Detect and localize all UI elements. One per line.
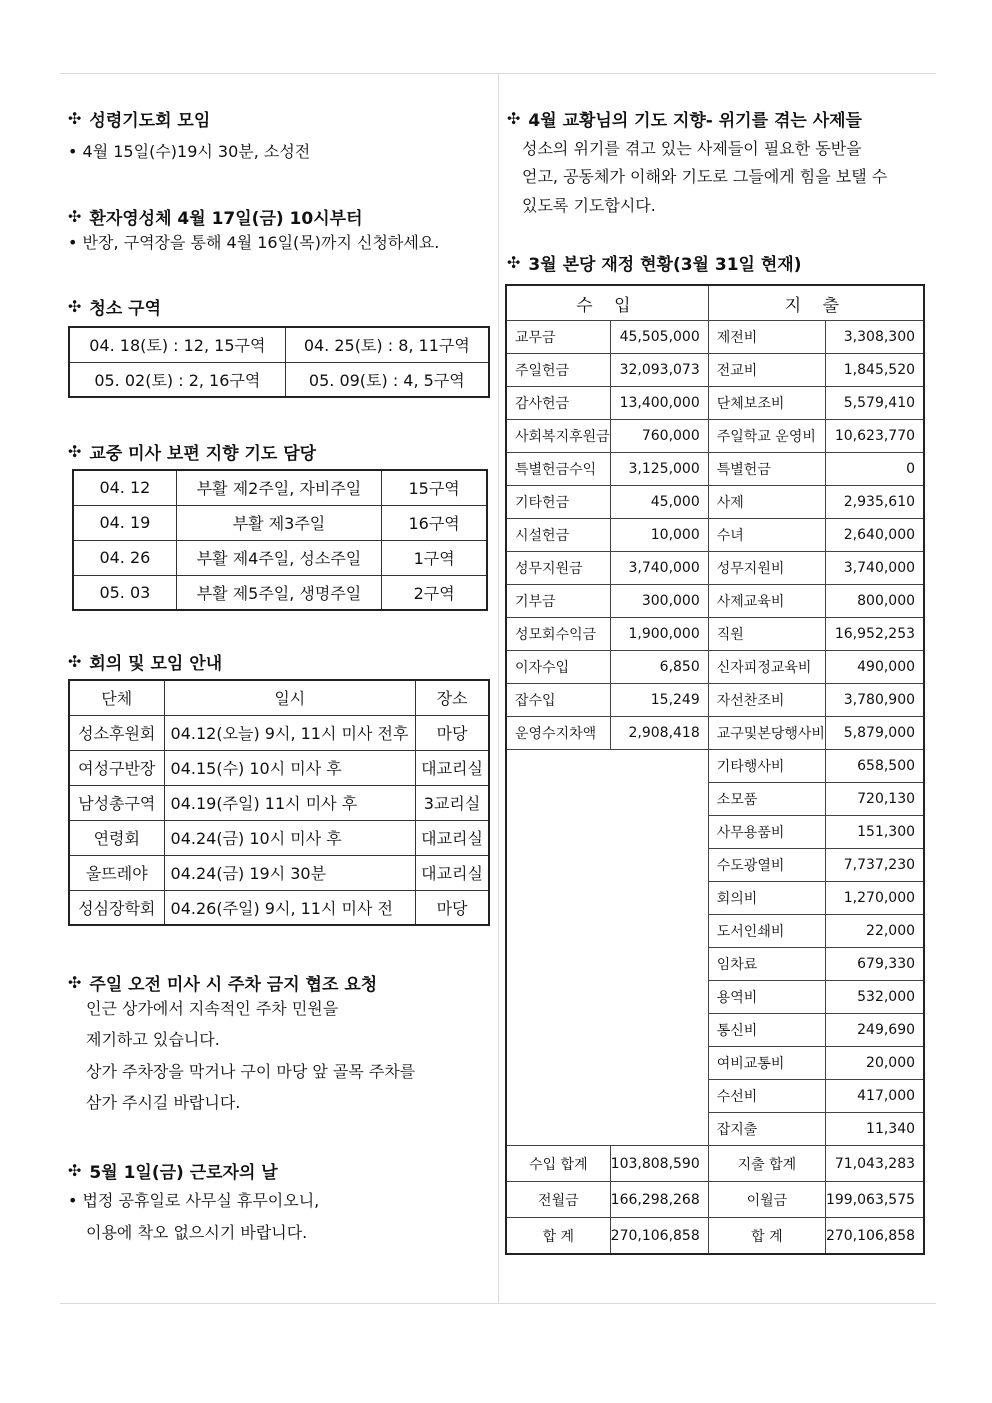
- finance-row: [506, 1047, 924, 1080]
- parking-heading-text: 주일 오전 미사 시 주차 금지 협조 요청: [89, 975, 378, 995]
- expense-label: 자선찬조비: [708, 684, 825, 717]
- finance-row: [506, 387, 924, 420]
- expense-amount: 16,952,253: [825, 618, 924, 651]
- finance-heading: [507, 250, 802, 275]
- cross-icon: ✣: [68, 973, 82, 992]
- bullet-icon: •: [68, 142, 78, 161]
- total-amount: 71,043,283: [825, 1146, 924, 1182]
- mass-heading: [68, 439, 316, 464]
- table-cell: 대교리실: [416, 855, 489, 890]
- prayer-heading: [68, 106, 210, 131]
- labor-line-2: 이용에 착오 없으시기 바랍니다.: [86, 1223, 308, 1242]
- expense-label: 교구및본당행사비: [708, 717, 825, 750]
- total-label: 합 계: [708, 1218, 825, 1255]
- expense-label: 제전비: [708, 321, 825, 354]
- finance-row: [506, 420, 924, 453]
- column-divider: [498, 73, 499, 1304]
- expense-amount: 532,000: [825, 981, 924, 1014]
- table-row: [69, 785, 489, 820]
- finance-row: [506, 948, 924, 981]
- expense-label: 용역비: [708, 981, 825, 1014]
- income-amount: 3,740,000: [610, 552, 708, 585]
- expense-amount: 3,308,300: [825, 321, 924, 354]
- pope-line-2: 얻고, 공동체가 이해와 기도로 그들에게 힘을 보탤 수: [522, 167, 888, 186]
- prayer-bullet-text: 4월 15일(수)19시 30분, 소성전: [82, 142, 311, 161]
- meetings-heading: [68, 649, 222, 674]
- finance-row: [506, 816, 924, 849]
- income-label: 이자수입: [506, 651, 610, 684]
- finance-total-row: [506, 1182, 924, 1218]
- income-empty-cell: [506, 816, 708, 849]
- table-cell: 울뜨레야: [69, 855, 164, 890]
- expense-label: 소모품: [708, 783, 825, 816]
- income-amount: 300,000: [610, 585, 708, 618]
- expense-amount: 1,270,000: [825, 882, 924, 915]
- table-cell: 04. 18(토) : 12, 15구역: [69, 327, 285, 362]
- bullet-icon: •: [68, 233, 78, 252]
- table-cell: 04. 26: [73, 540, 176, 575]
- finance-total-row: [506, 1146, 924, 1182]
- expense-label: 잡지출: [708, 1113, 825, 1146]
- table-cell: 부활 제4주일, 성소주일: [176, 540, 381, 575]
- total-amount: 199,063,575: [825, 1182, 924, 1218]
- expense-amount: 5,579,410: [825, 387, 924, 420]
- income-label: 특별헌금수익: [506, 453, 610, 486]
- expense-label: 임차료: [708, 948, 825, 981]
- table-cell: 부활 제2주일, 자비주일: [176, 470, 381, 505]
- meetings-table: [68, 679, 490, 926]
- total-amount: 270,106,858: [610, 1218, 708, 1255]
- expense-amount: 720,130: [825, 783, 924, 816]
- income-amount: 32,093,073: [610, 354, 708, 387]
- income-label: 잡수입: [506, 684, 610, 717]
- income-label: 감사헌금: [506, 387, 610, 420]
- expense-amount: 417,000: [825, 1080, 924, 1113]
- finance-row: [506, 915, 924, 948]
- finance-row: [506, 1080, 924, 1113]
- cross-icon: ✣: [68, 207, 82, 226]
- table-row: [73, 540, 487, 575]
- expense-amount: 11,340: [825, 1113, 924, 1146]
- table-cell: 04.19(주일) 11시 미사 후: [164, 785, 416, 820]
- cross-icon: ✣: [68, 109, 82, 128]
- table-row: [69, 820, 489, 855]
- income-amount: 1,900,000: [610, 618, 708, 651]
- expense-label: 주일학교 운영비: [708, 420, 825, 453]
- income-empty-cell: [506, 882, 708, 915]
- parking-line-2: 제기하고 있습니다.: [86, 1030, 220, 1049]
- income-label: 성무지원금: [506, 552, 610, 585]
- table-cell: 04.24(금) 10시 미사 후: [164, 820, 416, 855]
- table-row: [73, 575, 487, 610]
- expense-amount: 22,000: [825, 915, 924, 948]
- total-amount: 166,298,268: [610, 1182, 708, 1218]
- expense-amount: 2,935,610: [825, 486, 924, 519]
- table-row: [73, 505, 487, 540]
- table-cell: 대교리실: [416, 820, 489, 855]
- pope-line-3: 있도록 기도합시다.: [522, 196, 656, 215]
- expense-amount: 3,780,900: [825, 684, 924, 717]
- income-amount: 6,850: [610, 651, 708, 684]
- income-amount: 10,000: [610, 519, 708, 552]
- finance-row: [506, 882, 924, 915]
- finance-row: [506, 981, 924, 1014]
- table-cell: 16구역: [382, 505, 487, 540]
- table-row: [69, 890, 489, 925]
- finance-row: [506, 354, 924, 387]
- expense-amount: 10,623,770: [825, 420, 924, 453]
- cross-icon: ✣: [68, 297, 82, 316]
- expense-amount: 151,300: [825, 816, 924, 849]
- expense-label: 수녀: [708, 519, 825, 552]
- table-cell: 05. 03: [73, 575, 176, 610]
- income-header: 수 입: [506, 285, 708, 321]
- finance-row: [506, 519, 924, 552]
- finance-row: [506, 585, 924, 618]
- cross-icon: ✣: [507, 253, 521, 272]
- cross-icon: ✣: [68, 1161, 82, 1180]
- income-label: 주일헌금: [506, 354, 610, 387]
- income-label: 사회복지후원금: [506, 420, 610, 453]
- expense-label: 사무용품비: [708, 816, 825, 849]
- mass-intention-table: [72, 469, 488, 611]
- table-row: [69, 750, 489, 785]
- table-cell: 여성구반장: [69, 750, 164, 785]
- expense-label: 회의비: [708, 882, 825, 915]
- expense-amount: 7,737,230: [825, 849, 924, 882]
- meetings-heading-text: 회의 및 모임 안내: [89, 654, 223, 674]
- expense-label: 수도광열비: [708, 849, 825, 882]
- table-row: [69, 362, 489, 397]
- pope-heading: [507, 106, 862, 131]
- finance-row: [506, 1014, 924, 1047]
- income-label: 성모회수익금: [506, 618, 610, 651]
- pope-line-1: 성소의 위기를 겪고 있는 사제들이 필요한 동반을: [522, 139, 862, 158]
- expense-amount: 1,845,520: [825, 354, 924, 387]
- expense-label: 성무지원비: [708, 552, 825, 585]
- table-cell: 05. 09(토) : 4, 5구역: [285, 362, 489, 397]
- column-header: 일시: [164, 680, 416, 715]
- table-cell: 04. 12: [73, 470, 176, 505]
- income-label: 교무금: [506, 321, 610, 354]
- labor-bullet-text: 법정 공휴일로 사무실 휴무이오니,: [82, 1191, 320, 1210]
- total-amount: 270,106,858: [825, 1218, 924, 1255]
- total-amount: 103,808,590: [610, 1146, 708, 1182]
- finance-row: [506, 453, 924, 486]
- income-empty-cell: [506, 915, 708, 948]
- table-cell: 3교리실: [416, 785, 489, 820]
- expense-label: 통신비: [708, 1014, 825, 1047]
- parking-line-1: 인근 상가에서 지속적인 주차 민원을: [86, 999, 339, 1018]
- income-label: 운영수지차액: [506, 717, 610, 750]
- total-label: 합 계: [506, 1218, 610, 1255]
- pope-heading-text: 4월 교황님의 기도 지향- 위기를 겪는 사제들: [528, 111, 862, 131]
- table-cell: 연령회: [69, 820, 164, 855]
- table-cell: 남성총구역: [69, 785, 164, 820]
- income-empty-cell: [506, 1047, 708, 1080]
- expense-label: 여비교통비: [708, 1047, 825, 1080]
- table-cell: 성소후원회: [69, 715, 164, 750]
- total-label: 지출 합계: [708, 1146, 825, 1182]
- income-amount: 3,125,000: [610, 453, 708, 486]
- expense-amount: 2,640,000: [825, 519, 924, 552]
- finance-table: [505, 284, 925, 1255]
- communion-heading: [68, 204, 363, 229]
- income-amount: 15,249: [610, 684, 708, 717]
- expense-amount: 5,879,000: [825, 717, 924, 750]
- cleaning-table: [68, 326, 490, 398]
- income-empty-cell: [506, 1080, 708, 1113]
- total-label: 수입 합계: [506, 1146, 610, 1182]
- bullet-icon: •: [68, 1191, 78, 1210]
- finance-header-row: [506, 285, 924, 321]
- expense-label: 단체보조비: [708, 387, 825, 420]
- table-cell: 04. 25(토) : 8, 11구역: [285, 327, 489, 362]
- expense-amount: 490,000: [825, 651, 924, 684]
- labor-heading: [68, 1158, 278, 1183]
- finance-row: [506, 783, 924, 816]
- income-amount: 45,505,000: [610, 321, 708, 354]
- communion-bullet-text: 반장, 구역장을 통해 4월 16일(목)까지 신청하세요.: [82, 233, 440, 252]
- cleaning-heading-text: 청소 구역: [89, 299, 162, 319]
- expense-label: 사제: [708, 486, 825, 519]
- income-empty-cell: [506, 750, 708, 783]
- table-cell: 2구역: [382, 575, 487, 610]
- table-cell: 04.24(금) 19시 30분: [164, 855, 416, 890]
- table-cell: 04.26(주일) 9시, 11시 미사 전: [164, 890, 416, 925]
- table-cell: 15구역: [382, 470, 487, 505]
- income-label: 기타헌금: [506, 486, 610, 519]
- table-row: [69, 327, 489, 362]
- finance-row: [506, 618, 924, 651]
- table-cell: 성심장학회: [69, 890, 164, 925]
- table-cell: 부활 제5주일, 생명주일: [176, 575, 381, 610]
- expense-label: 직원: [708, 618, 825, 651]
- expense-label: 사제교육비: [708, 585, 825, 618]
- income-empty-cell: [506, 849, 708, 882]
- income-empty-cell: [506, 981, 708, 1014]
- finance-row: [506, 684, 924, 717]
- finance-row: [506, 486, 924, 519]
- income-label: 기부금: [506, 585, 610, 618]
- finance-heading-text: 3월 본당 재정 현황(3월 31일 현재): [528, 255, 802, 275]
- cross-icon: ✣: [507, 109, 521, 128]
- income-amount: 13,400,000: [610, 387, 708, 420]
- income-empty-cell: [506, 1113, 708, 1146]
- parking-heading: [68, 970, 377, 995]
- expense-amount: 679,330: [825, 948, 924, 981]
- table-cell: 04.12(오늘) 9시, 11시 미사 전후: [164, 715, 416, 750]
- column-header: 단체: [69, 680, 164, 715]
- communion-heading-text: 환자영성체 4월 17일(금) 10시부터: [89, 209, 363, 229]
- cleaning-heading: [68, 294, 161, 319]
- finance-total-row: [506, 1218, 924, 1255]
- finance-row: [506, 1113, 924, 1146]
- expense-amount: 3,740,000: [825, 552, 924, 585]
- cross-icon: ✣: [68, 652, 82, 671]
- table-cell: 05. 02(토) : 2, 16구역: [69, 362, 285, 397]
- table-row: [69, 855, 489, 890]
- expense-amount: 249,690: [825, 1014, 924, 1047]
- table-row: [73, 470, 487, 505]
- communion-bullet: [68, 233, 439, 253]
- income-amount: 2,908,418: [610, 717, 708, 750]
- income-label: 시설헌금: [506, 519, 610, 552]
- column-header: 장소: [416, 680, 489, 715]
- income-empty-cell: [506, 783, 708, 816]
- table-cell: 마당: [416, 890, 489, 925]
- parking-line-4: 삼가 주시길 바랍니다.: [86, 1093, 241, 1112]
- table-cell: 마당: [416, 715, 489, 750]
- table-cell: 1구역: [382, 540, 487, 575]
- income-empty-cell: [506, 1014, 708, 1047]
- table-cell: 대교리실: [416, 750, 489, 785]
- finance-row: [506, 849, 924, 882]
- finance-row: [506, 651, 924, 684]
- expense-label: 도서인쇄비: [708, 915, 825, 948]
- expense-amount: 0: [825, 453, 924, 486]
- expense-amount: 800,000: [825, 585, 924, 618]
- table-row: [69, 715, 489, 750]
- finance-row: [506, 321, 924, 354]
- labor-bullet: [68, 1191, 319, 1211]
- income-amount: 45,000: [610, 486, 708, 519]
- total-label: 이월금: [708, 1182, 825, 1218]
- income-empty-cell: [506, 948, 708, 981]
- finance-row: [506, 717, 924, 750]
- table-cell: 부활 제3주일: [176, 505, 381, 540]
- expense-amount: 658,500: [825, 750, 924, 783]
- table-cell: 04. 19: [73, 505, 176, 540]
- total-label: 전월금: [506, 1182, 610, 1218]
- prayer-heading-text: 성령기도회 모임: [89, 111, 211, 131]
- expense-amount: 20,000: [825, 1047, 924, 1080]
- mass-heading-text: 교중 미사 보편 지향 기도 담당: [89, 444, 317, 464]
- table-cell: 04.15(수) 10시 미사 후: [164, 750, 416, 785]
- parking-line-3: 상가 주차장을 막거나 구이 마당 앞 골목 주차를: [86, 1062, 416, 1081]
- expense-label: 기타행사비: [708, 750, 825, 783]
- labor-heading-text: 5월 1일(금) 근로자의 날: [89, 1163, 278, 1183]
- cross-icon: ✣: [68, 442, 82, 461]
- expense-header: 지 출: [708, 285, 924, 321]
- prayer-bullet: [68, 142, 310, 162]
- income-amount: 760,000: [610, 420, 708, 453]
- finance-row: [506, 750, 924, 783]
- expense-label: 전교비: [708, 354, 825, 387]
- expense-label: 수선비: [708, 1080, 825, 1113]
- finance-row: [506, 552, 924, 585]
- expense-label: 신자피정교육비: [708, 651, 825, 684]
- table-header-row: [69, 680, 489, 715]
- expense-label: 특별헌금: [708, 453, 825, 486]
